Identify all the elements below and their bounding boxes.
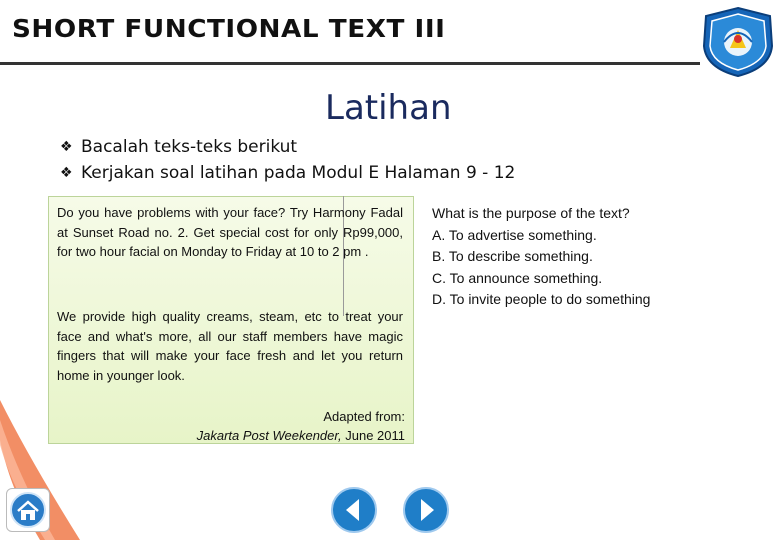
instruction-item [60,160,515,186]
home-button[interactable] [6,488,50,532]
diamond-bullet-icon: ❖ [60,139,73,155]
source-publication: Jakarta Post Weekender, [196,428,342,443]
instruction-item [60,134,515,160]
reading-text-box [48,196,414,444]
question-block [432,203,650,311]
source-citation [197,426,405,445]
home-icon [7,489,49,531]
previous-button[interactable] [330,486,378,534]
source-date: June 2011 [341,428,405,443]
text-source [197,407,405,445]
reading-paragraph-1: Do you have problems with your face? Try Harmony Fadal at Sunset Road no. 2. Get special cost for only Rp99,000, for two hour facial on Monday to Friday at 10 to 2 pm . [57,205,403,259]
tut-wuri-handayani-logo [700,6,776,78]
header-title: SHORT FUNCTIONAL TEXT III [12,14,446,43]
page-title: Latihan [325,88,452,128]
answer-option-a[interactable]: A. To advertise something. [432,226,597,243]
instruction-text: Bacalah teks-teks berikut [81,137,298,157]
reading-paragraph-2: We provide high quality creams, steam, etc to treat your face and what's more, all our staff members have magic fingers that will make your face fresh and let you return home in younger look. [57,309,403,383]
next-button[interactable] [402,486,450,534]
answer-option-c[interactable]: C. To announce something. [432,269,603,286]
header-divider [0,62,700,65]
instruction-list [60,134,515,186]
source-label: Adapted from: [323,409,405,424]
question-prompt: What is the purpose of the text? [432,205,630,221]
instruction-text: Kerjakan soal latihan pada Modul E Halaman 9 - 12 [81,163,516,183]
answer-option-d[interactable]: D. To invite people to do something [432,291,651,307]
answer-option-b[interactable]: B. To describe something. [432,248,593,264]
diamond-bullet-icon: ❖ [60,165,73,181]
